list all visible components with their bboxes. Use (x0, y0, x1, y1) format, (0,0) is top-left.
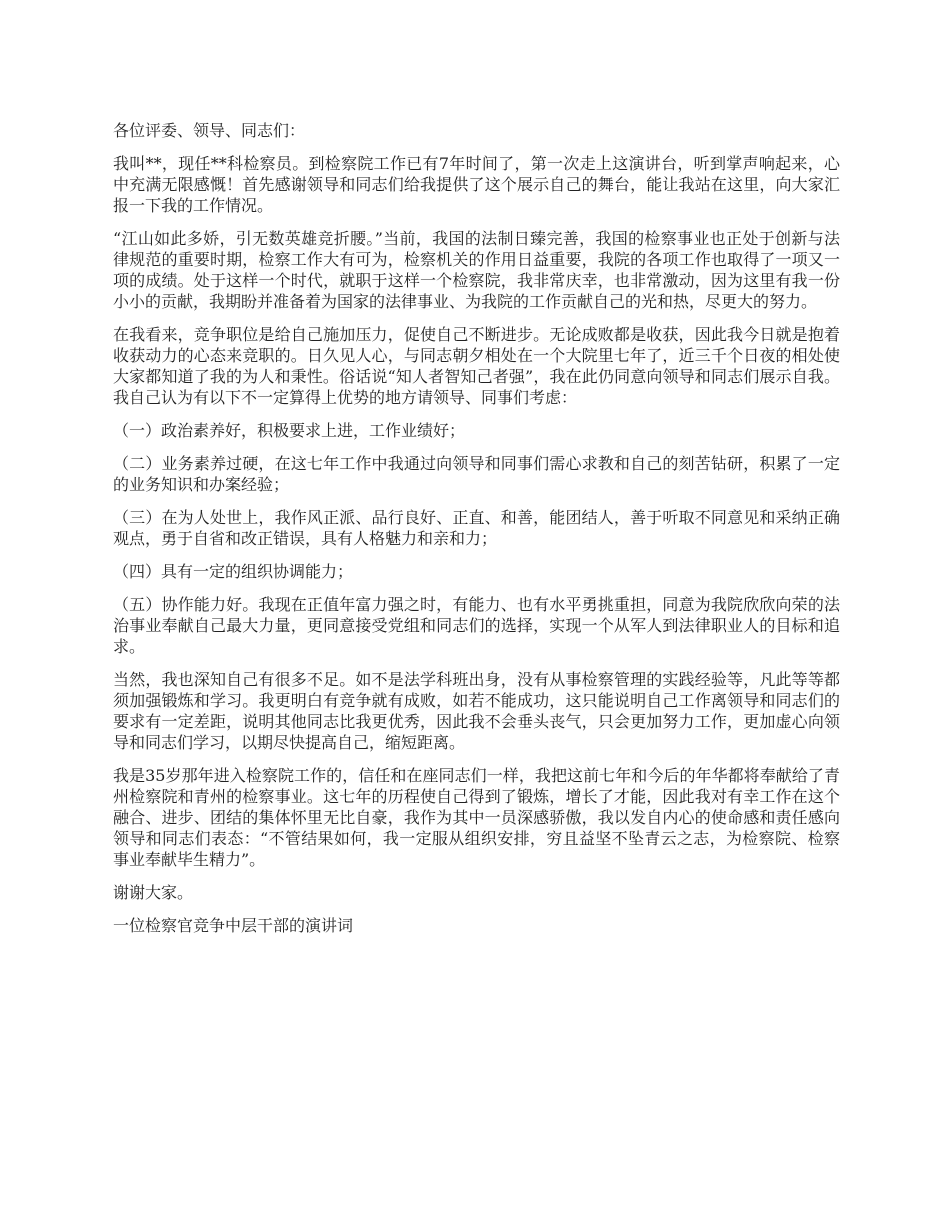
paragraph-era: “江山如此多娇，引无数英雄竞折腰。”当前，我国的法制日臻完善，我国的检察事业也正处于创新与法律规范的重要时期，检察工作大有可为，检察机关的作用日益重要，我院的各项工作也取得了一项又一项的成绩。处于这样一个时代，就职于这样一个检察院，我非常庆幸，也非常激动，因为这里有我一份小小的贡献，我期盼并准备着为国家的法律事业、为我院的工作贡献自己的光和热，尽更大的努力。 (113, 229, 840, 311)
document-page (113, 120, 840, 948)
strength-item-4: （四）具有一定的组织协调能力； (113, 562, 354, 581)
strength-item-3: （三）在为人处世上，我作风正派、品行良好、正直、和善，能团结人，善于听取不同意见和采纳正确观点，勇于自省和改正错误，具有人格魅力和亲和力； (113, 508, 840, 548)
paragraph-intro: 我叫**，现任**科检察员。到检察院工作已有7年时间了，第一次走上这演讲台，听到掌声响起来，心中充满无限感慨！首先感谢领导和同志们给我提供了这个展示自己的舞台，能让我站在这里，向大家汇报一下我的工作情况。 (113, 154, 840, 215)
strength-item-5: （五）协作能力好。我现在正值年富力强之时，有能力、也有水平勇挑重担，同意为我院欣欣向荣的法治事业奉献自己最大力量，更同意接受党组和同志们的选择，实现一个从军人到法律职业人的目标和追求。 (113, 595, 840, 656)
document-footer-title: 一位检察官竞争中层干部的演讲词 (113, 916, 354, 935)
strength-item-2: （二）业务素养过硬，在这七年工作中我通过向领导和同事们需心求教和自己的刻苦钻研，积累了一定的业务知识和办案经验； (113, 454, 840, 494)
paragraph-thanks: 谢谢大家。 (113, 883, 194, 902)
paragraph-commitment: 我是35岁那年进入检察院工作的，信任和在座同志们一样，我把这前七年和今后的年华都将奉献给了青州检察院和青州的检察事业。这七年的历程使自己得到了锻炼，增长了才能，因此我对有幸工作在这个融合、进步、团结的集体怀里无比自豪，我作为其中一员深感骄傲，我以发自内心的使命感和责任感向领导和同志们表态：“不管结果如何，我一定服从组织安排，穷且益坚不坠青云之志，为检察院、检察事业奉献毕生精力”。 (113, 766, 840, 869)
paragraph-shortcomings: 当然，我也深知自己有很多不足。如不是法学科班出身，没有从事检察管理的实践经验等，凡此等等都须加强锻炼和学习。我更明白有竞争就有成败，如若不能成功，这只能说明自己工作离领导和同志们的要求有一定差距，说明其他同志比我更优秀，因此我不会垂头丧气，只会更加努力工作，更加虚心向领导和同志们学习，以期尽快提高自己，缩短距离。 (113, 670, 840, 752)
strength-item-1: （一）政治素养好，积极要求上进，工作业绩好； (113, 421, 466, 440)
salutation: 各位评委、领导、同志们： (113, 121, 306, 140)
paragraph-motivation: 在我看来，竞争职位是给自己施加压力，促使自己不断进步。无论成败都是收获，因此我今日就是抱着收获动力的心态来竞职的。日久见人心，与同志朝夕相处在一个大院里七年了，近三千个日夜的相处使大家都知道了我的为人和秉性。俗话说“知人者智知己者强”，我在此仍同意向领导和同志们展示自我。我自己认为有以下不一定算得上优势的地方请领导、同事们考虑： (113, 325, 840, 407)
